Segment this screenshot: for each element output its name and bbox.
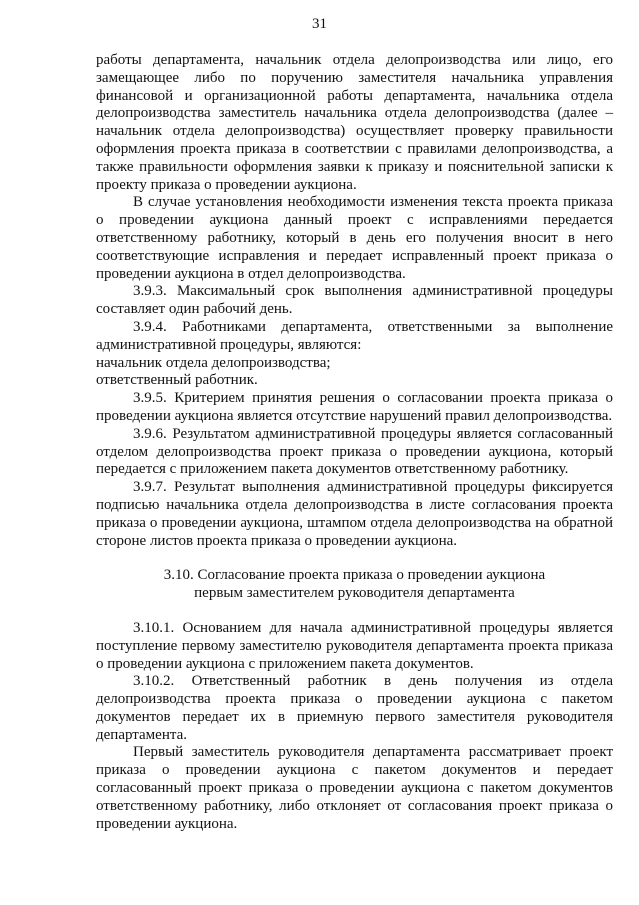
document-body [96,52,613,833]
section-heading-line-2: первым заместителем руководителя департамента [194,585,515,602]
section-heading-3-10 [96,567,613,603]
paragraph-3-9-3: 3.9.3. Максимальный срок выполнения административной процедуры составляет один рабочий день. [96,283,613,318]
section-heading-line-1: 3.10. Согласование проекта приказа о проведении аукциона [163,567,546,584]
paragraph-3-9-7: 3.9.7. Результат выполнения административной процедуры фиксируется подписью начальника отдела делопроизводства в листе согласования проекта приказа о проведении аукциона, штампом отдела делопроизводства на обратной стороне листов проекта приказа о проведении аукциона. [96,479,613,549]
paragraph-correction: В случае установления необходимости изменения текста проекта приказа о проведении аукциона данный проект с исправлениями передается ответственному работнику, который в день его получения вносит в него соответствующие исправления и передает исправленный проект приказа о проведении аукциона в отдел делопроизводства. [96,194,613,282]
paragraph-3-9-4: 3.9.4. Работниками департамента, ответственными за выполнение административной процедуры, являются: [96,318,613,353]
paragraph-3-9-6: 3.9.6. Результатом административной процедуры является согласованный отделом делопроизводства проект приказа о проведении аукциона, который передается с приложением пакета документов ответственному работнику. [96,425,613,478]
list-item-head-of-department: начальник отдела делопроизводства; [96,354,331,371]
paragraph-first-deputy: Первый заместитель руководителя департамента рассматривает проект приказа о проведении аукциона с пакетом документов и передает согласованный проект приказа о проведении аукциона с пакетом документов ответственному работнику, либо отклоняет от согласования проект приказа о проведении аукциона. [96,744,613,832]
paragraph-3-10-2: 3.10.2. Ответственный работник в день получения из отдела делопроизводства проекта приказа о проведении аукциона с пакетом документов передает их в приемную первого заместителя руководителя департамента. [96,673,613,743]
paragraph-3-9-5: 3.9.5. Критерием принятия решения о согласовании проекта приказа о проведении аукциона является отсутствие нарушений правил делопроизводства. [96,390,613,424]
paragraph-continuation: работы департамента, начальник отдела делопроизводства или лицо, его замещающее либо по поручению заместителя начальника управления финансовой и организационной работы департамента, начальника отдела делопроизводства заместитель начальника отдела делопроизводства (далее – начальник отдела делопроизводства) осуществляет проверку правильности оформления проекта приказа в соответствии с правилами делопроизводства, а также правильности оформления заявки к приказу и пояснительной записки к проекту приказа о проведении аукциона. [96,52,613,193]
list-item-responsible-worker: ответственный работник. [96,372,258,389]
page-number: 31 [312,16,327,32]
paragraph-3-10-1: 3.10.1. Основанием для начала административной процедуры является поступление первому заместителю руководителя департамента проекта приказа о проведении аукциона с приложением пакета документов. [96,619,613,672]
